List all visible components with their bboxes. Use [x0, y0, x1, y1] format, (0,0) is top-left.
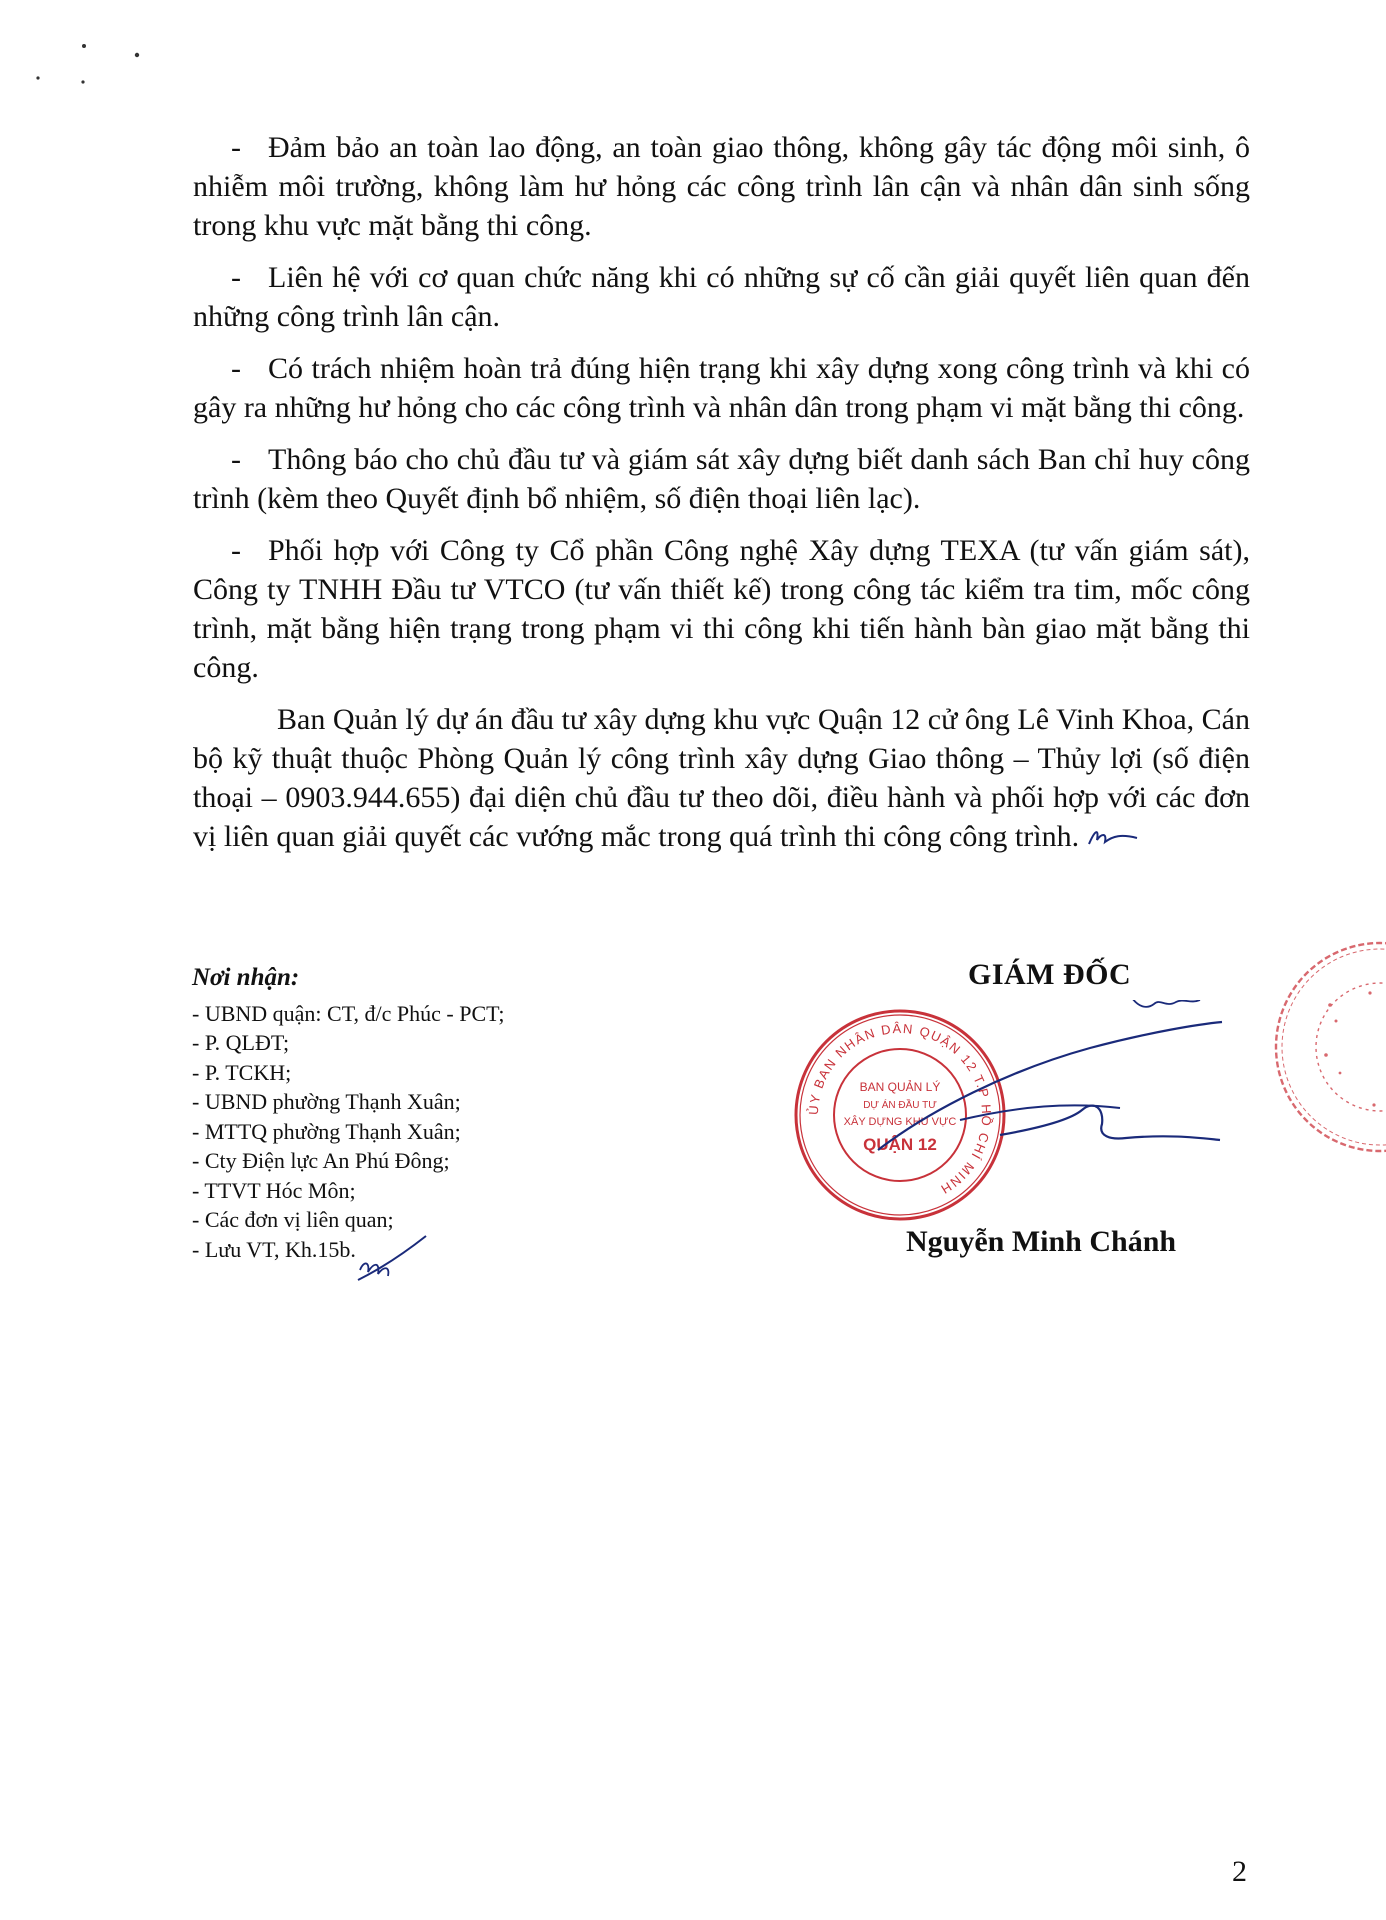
body-text	[193, 128, 1250, 869]
page-number: 2	[1232, 1855, 1247, 1888]
signer-name: Nguyễn Minh Chánh	[906, 1225, 1177, 1258]
recipient-item: - P. QLĐT;	[192, 1030, 290, 1055]
recipient-item: - TTVT Hóc Môn;	[192, 1177, 356, 1203]
seal-line-1: BAN QUẢN LÝ	[859, 1080, 941, 1094]
signer-title: GIÁM ĐỐC	[968, 958, 1132, 991]
recipient-item: - MTTQ phường Thạnh Xuân;	[192, 1118, 461, 1144]
paragraph-4	[193, 440, 1250, 518]
paragraph-dash: -	[231, 131, 241, 164]
recipient-item: - P. TCKH;	[192, 1059, 292, 1085]
paragraph-text: Liên hệ với cơ quan chức năng khi có những sự cố cần giải quyết liên quan đến những công trình lân cận.	[193, 261, 1250, 333]
initial-mark	[1085, 824, 1141, 850]
paragraph-text: Phối hợp với Công ty Cổ phần Công nghệ Xây dựng TEXA (tư vấn giám sát), Công ty TNHH Đầu tư VTCO (tư vấn thiết kế) trong công tác kiểm tra tim, mốc công trình, mặt bằng hiện trạng trong phạm vi thi công khi tiến hành bàn giao mặt bằng thi công.	[193, 534, 1250, 684]
seal-line-4: QUẬN 12	[863, 1135, 937, 1154]
scan-specks	[30, 40, 150, 90]
recipient-item: - Cty Điện lực An Phú Đông;	[192, 1148, 450, 1173]
paragraph-text: Có trách nhiệm hoàn trả đúng hiện trạng khi xây dựng xong công trình và khi có gây ra những hư hỏng cho các công trình và nhân dân trong phạm vi mặt bằng thi công.	[193, 352, 1250, 424]
handwritten-signature	[870, 1000, 1230, 1160]
paragraph-2	[193, 258, 1250, 336]
recipient-item: - UBND phường Thạnh Xuân;	[192, 1089, 461, 1114]
paragraph-3	[193, 349, 1250, 427]
seal-line-2: DỰ ÁN ĐẦU TƯ	[863, 1100, 937, 1111]
paragraph-1	[193, 128, 1250, 245]
recipients-list	[192, 999, 642, 1265]
recipients-block	[192, 963, 642, 1264]
paragraph-5	[193, 531, 1250, 687]
paragraph-text: Thông báo cho chủ đầu tư và giám sát xây dựng biết danh sách Ban chỉ huy công trình (kèm theo Quyết định bổ nhiệm, số điện thoại liên lạc).	[193, 443, 1250, 515]
closing-paragraph	[193, 700, 1250, 856]
recipient-item: - UBND quận: CT, đ/c Phúc - PCT;	[192, 1000, 505, 1026]
paragraph-text: Đảm bảo an toàn lao động, an toàn giao thông, không gây tác động môi sinh, ô nhiễm môi trường, không làm hư hỏng các công trình lân cận và nhân dân sinh sống trong khu vực mặt bằng thi công.	[193, 131, 1250, 242]
seal-outer-text: ỦY BAN NHÂN DÂN QUẬN 12 T.P HỒ CHÍ MINH	[805, 1020, 995, 1198]
paragraph-dash: -	[231, 534, 241, 567]
partial-seal	[1270, 935, 1386, 1160]
paragraph-dash: -	[231, 261, 241, 294]
recipients-title: Nơi nhận:	[192, 964, 300, 991]
paragraph-dash: -	[231, 352, 241, 385]
seal-line-3: XÂY DỰNG KHU VỰC	[843, 1116, 957, 1128]
recipient-item: - Các đơn vị liên quan;	[192, 1207, 394, 1232]
closing-text: Ban Quản lý dự án đầu tư xây dựng khu vực Quận 12 cử ông Lê Vinh Khoa, Cán bộ kỹ thuật thuộc Phòng Quản lý công trình xây dựng Giao thông – Thủy lợi (số điện thoại – 0903.944.655) đại diện chủ đầu tư theo dõi, điều hành và phối hợp với các đơn vị liên quan giải quyết các vướng mắc trong quá trình thi công công trình.	[193, 703, 1250, 853]
recipient-item: - Lưu VT, Kh.15b.	[192, 1236, 356, 1262]
paragraph-dash: -	[231, 443, 241, 476]
recipients-initials	[350, 1232, 430, 1287]
